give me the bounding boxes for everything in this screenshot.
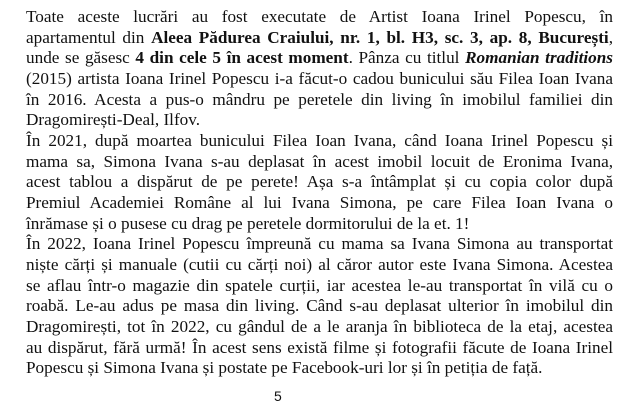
text-line-6: Dragomirești-Deal, Ilfov. bbox=[26, 110, 201, 129]
address-bold: Aleea Pădurea Craiului, nr. 1, bl. H3, sc. 3, ap. 8, București bbox=[151, 28, 609, 47]
text-line-18: Popescu și Simona Ivana și postate pe Facebook-uri lor și în petiția de față. bbox=[26, 358, 543, 377]
text-line-2: apartamentul din Aleea Pădurea Craiului, nr. 1, bl. H3, sc. 3, ap. 8, București, bbox=[26, 28, 613, 47]
painting-title: Romanian traditions bbox=[465, 48, 613, 67]
text-line-16: Dragomirești, tot în 2022, cu gândul de a le aranja în biblioteca de la etaj, acestea bbox=[26, 317, 613, 336]
text-line-12: În 2022, Ioana Irinel Popescu împreună cu mama sa Ivana Simona au transportat bbox=[26, 234, 613, 253]
text-line-7: În 2021, după moartea bunicului Filea Ioan Ivana, când Ioana Irinel Popescu și bbox=[26, 131, 613, 150]
text-line-14: se aflau într-o magazie din spatele curții, iar acestea le-au transportat în vilă cu o bbox=[26, 276, 613, 295]
text-line-15: roabă. Le-au adus pe masa din living. Când s-au deplasat ulterior în imobilul din bbox=[26, 296, 613, 315]
text-line-8: mama sa, Simona Ivana s-au deplasat în acest imobil locuit de Eronima Ivana, bbox=[26, 152, 613, 171]
text-line-5: în 2016. Acesta a pus-o mândru pe peretele din living în imobilul familiei din bbox=[26, 90, 613, 109]
text-line-13: niște cărți și manuale (cutii cu cărți noi) al căror autor este Ivana Simona. Acestea bbox=[26, 255, 613, 274]
text-line-17: au dispărut, fără urmă! În acest sens există filme și fotografii făcute de Ioana Irinel bbox=[26, 338, 613, 357]
text-line-11: înrămase și o pusese cu drag pe peretele dormitorului de la et. 1! bbox=[26, 214, 470, 233]
text-line-9: acest tablou a dispărut de pe perete! Așa s-a întâmplat și cu copia color după bbox=[26, 172, 613, 191]
page-number: 5 bbox=[274, 388, 282, 404]
count-bold: 4 din cele 5 în acest moment bbox=[135, 48, 349, 67]
text-line-10: Premiul Academiei Române al lui Ivana Simona, pe care Filea Ioan Ivana o bbox=[26, 193, 613, 212]
text-line-4: (2015) artista Ioana Irinel Popescu i-a făcut-o cadou bunicului său Filea Ioan Ivana bbox=[26, 69, 613, 88]
text-line-3: unde se găsesc 4 din cele 5 în acest moment. Pânza cu titlul Romanian traditions bbox=[26, 48, 613, 67]
text-line-1: Toate aceste lucrări au fost executate de Artist Ioana Irinel Popescu, în bbox=[26, 7, 613, 26]
